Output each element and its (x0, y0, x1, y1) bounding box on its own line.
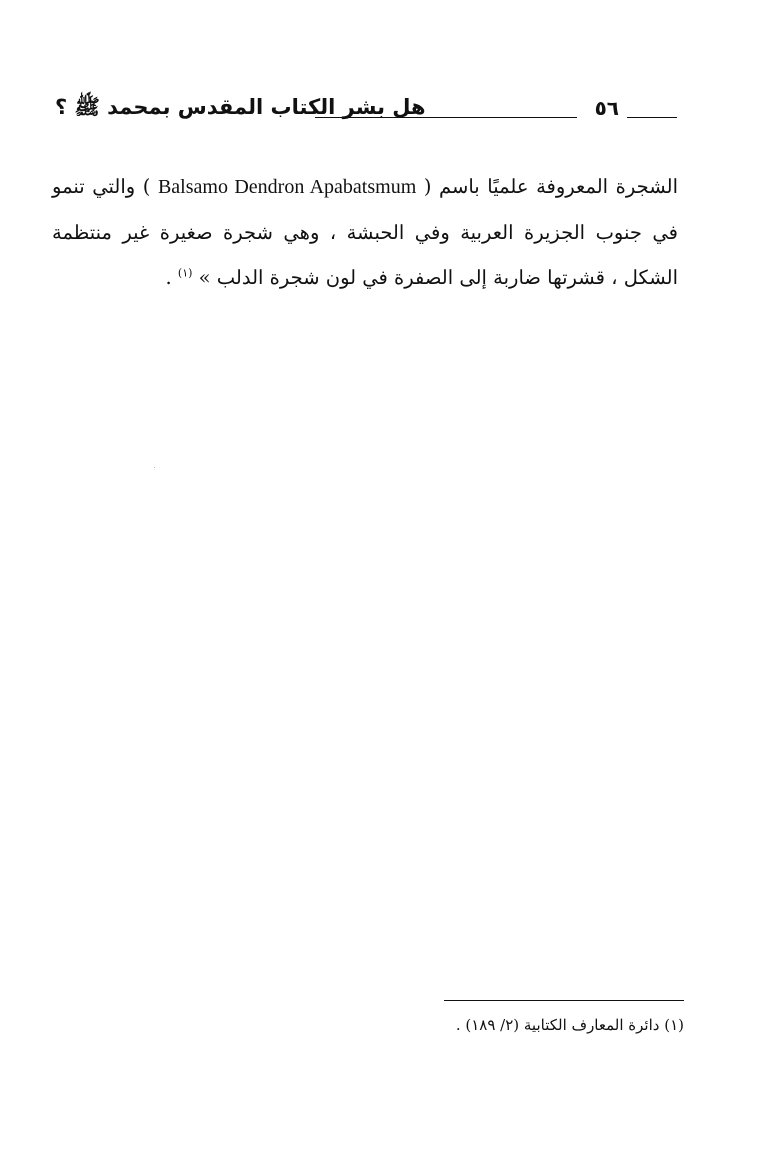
footnote: (١) دائرة المعارف الكتابية (٢/ ١٨٩) . (455, 1016, 684, 1034)
body-paragraph (52, 164, 678, 300)
header-rule-right (627, 117, 677, 118)
closing-period: . (165, 266, 178, 289)
latin-botanical-name: Balsamo Dendron Apabatsmum (157, 176, 417, 198)
running-header (55, 92, 677, 132)
page-number: ٥٦ (594, 96, 619, 120)
scan-speck (154, 467, 155, 468)
footnote-rule (444, 1000, 684, 1001)
body-text-start: الشجرة المعروفة علميًا باسم ( (423, 175, 678, 198)
book-title: هل بشر الكتاب المقدس بمحمد ﷺ ؟ (55, 95, 426, 119)
body-text-continued: ) والتي تنمو في جنوب الجزيرة العربية وفي الحبشة ، وهي شجرة صغيرة غير منتظمة الشكل ، قشرتها ضاربة إلى الصفرة في لون شجرة الدلب » (52, 175, 678, 289)
footnote-reference[interactable]: (١) (177, 266, 193, 280)
